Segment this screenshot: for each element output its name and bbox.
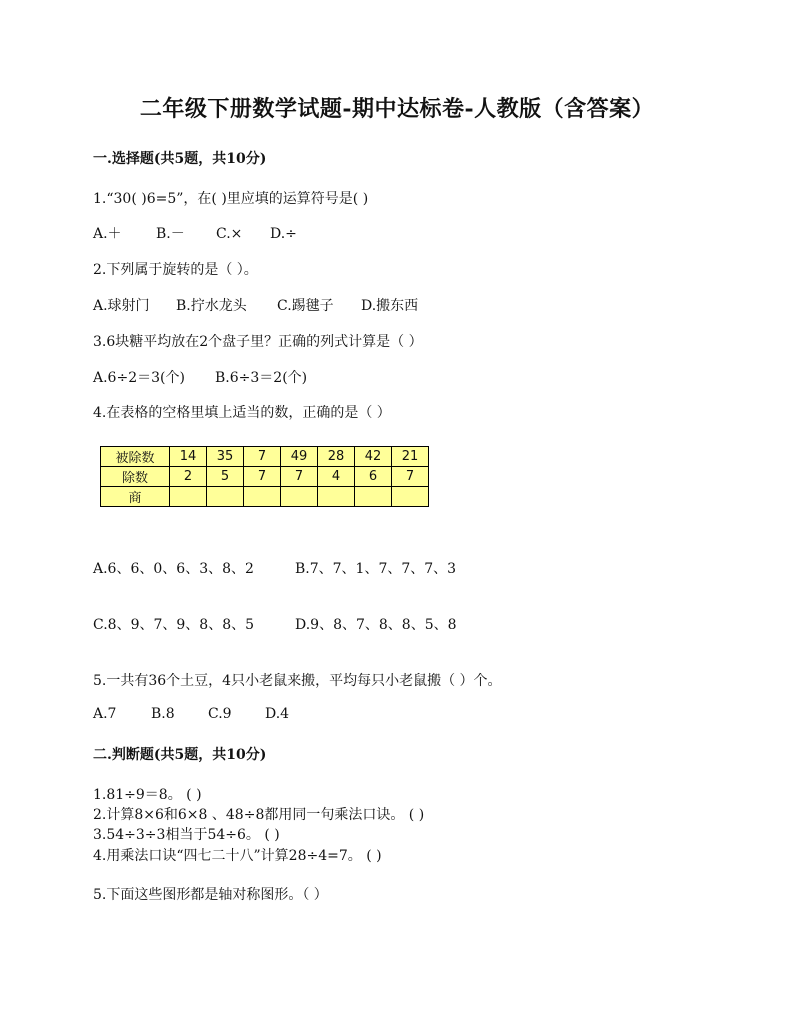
option-d: D.搬东西 [361,298,419,314]
option-c: C.踢毽子 [277,298,334,314]
question-4-options-row2 [93,614,457,634]
table-row-dividend [101,447,429,467]
question-4: 4.在表格的空格里填上适当的数，正确的是（ ） [93,405,391,421]
table-cell: 2 [170,467,207,487]
table-cell-empty [207,487,244,507]
question-3-options [93,367,307,387]
table-cell: 7 [281,467,318,487]
table-cell: 5 [207,467,244,487]
judge-item-3: 3.54÷3÷3相当于54÷6。 ( ) [93,827,280,843]
table-cell-empty [281,487,318,507]
option-c: C.8、9、7、9、8、8、5 [93,617,255,633]
table-cell: 7 [244,447,281,467]
table-cell: 35 [207,447,244,467]
table-cell-empty [392,487,429,507]
option-b: B.6÷3＝2(个) [215,370,308,386]
option-a: A.＋ [93,226,122,242]
option-b: B.－ [156,226,185,242]
option-a: A.6÷2＝3(个) [93,370,185,386]
table-cell: 21 [392,447,429,467]
table-cell: 28 [318,447,355,467]
question-3: 3.6块糖平均放在2个盘子里？正确的列式计算是（ ） [93,334,423,350]
table-cell: 49 [281,447,318,467]
option-a: A.7 [93,706,117,722]
row-label: 商 [101,487,170,507]
option-c: C.× [216,226,243,242]
row-label: 除数 [101,467,170,487]
table-row-quotient [101,487,429,507]
question-5: 5.一共有36个土豆，4只小老鼠来搬，平均每只小老鼠搬（ ）个。 [93,673,502,689]
table-cell: 7 [244,467,281,487]
judge-item-5: 5.下面这些图形都是轴对称图形。（ ） [93,887,328,903]
option-b: B.8 [151,706,175,722]
table-cell: 6 [355,467,392,487]
table-cell: 14 [170,447,207,467]
division-table [100,446,429,507]
table-cell-empty [355,487,392,507]
table-cell-empty [170,487,207,507]
question-1: 1.“30( )6=5”，在( )里应填的运算符号是( ) [93,191,369,207]
section-heading-judge: 二.判断题(共5题，共10分) [93,747,267,763]
question-1-options [93,223,297,243]
table-cell-empty [244,487,281,507]
question-5-options [93,706,289,722]
option-d: D.÷ [270,226,297,242]
page-title: 二年级下册数学试题-期中达标卷-人教版（含答案） [139,96,655,122]
judge-item-2: 2.计算8×6和6×8 、48÷8都用同一句乘法口诀。 ( ) [93,807,425,823]
table-cell: 7 [392,467,429,487]
option-a: A.球射门 [93,298,150,314]
judge-item-4: 4.用乘法口诀“四七二十八”计算28÷4=7。 ( ) [93,848,382,864]
question-4-options-row1 [93,558,456,578]
option-c: C.9 [208,706,232,722]
option-d: D.4 [265,706,290,722]
question-2-options [93,295,418,315]
table-cell-empty [318,487,355,507]
option-b: B.7、7、1、7、7、7、3 [295,561,457,577]
option-d: D.9、8、7、8、8、5、8 [295,617,457,633]
section-heading-choice: 一.选择题(共5题，共10分) [93,151,267,167]
table-row-divisor [101,467,429,487]
row-label: 被除数 [101,447,170,467]
question-2: 2.下列属于旋转的是（ ）。 [93,262,258,278]
option-a: A.6、6、0、6、3、8、2 [93,561,254,577]
option-b: B.拧水龙头 [176,298,247,314]
judge-item-1: 1.81÷9＝8。 ( ) [93,787,202,803]
table-cell: 42 [355,447,392,467]
table-cell: 4 [318,467,355,487]
